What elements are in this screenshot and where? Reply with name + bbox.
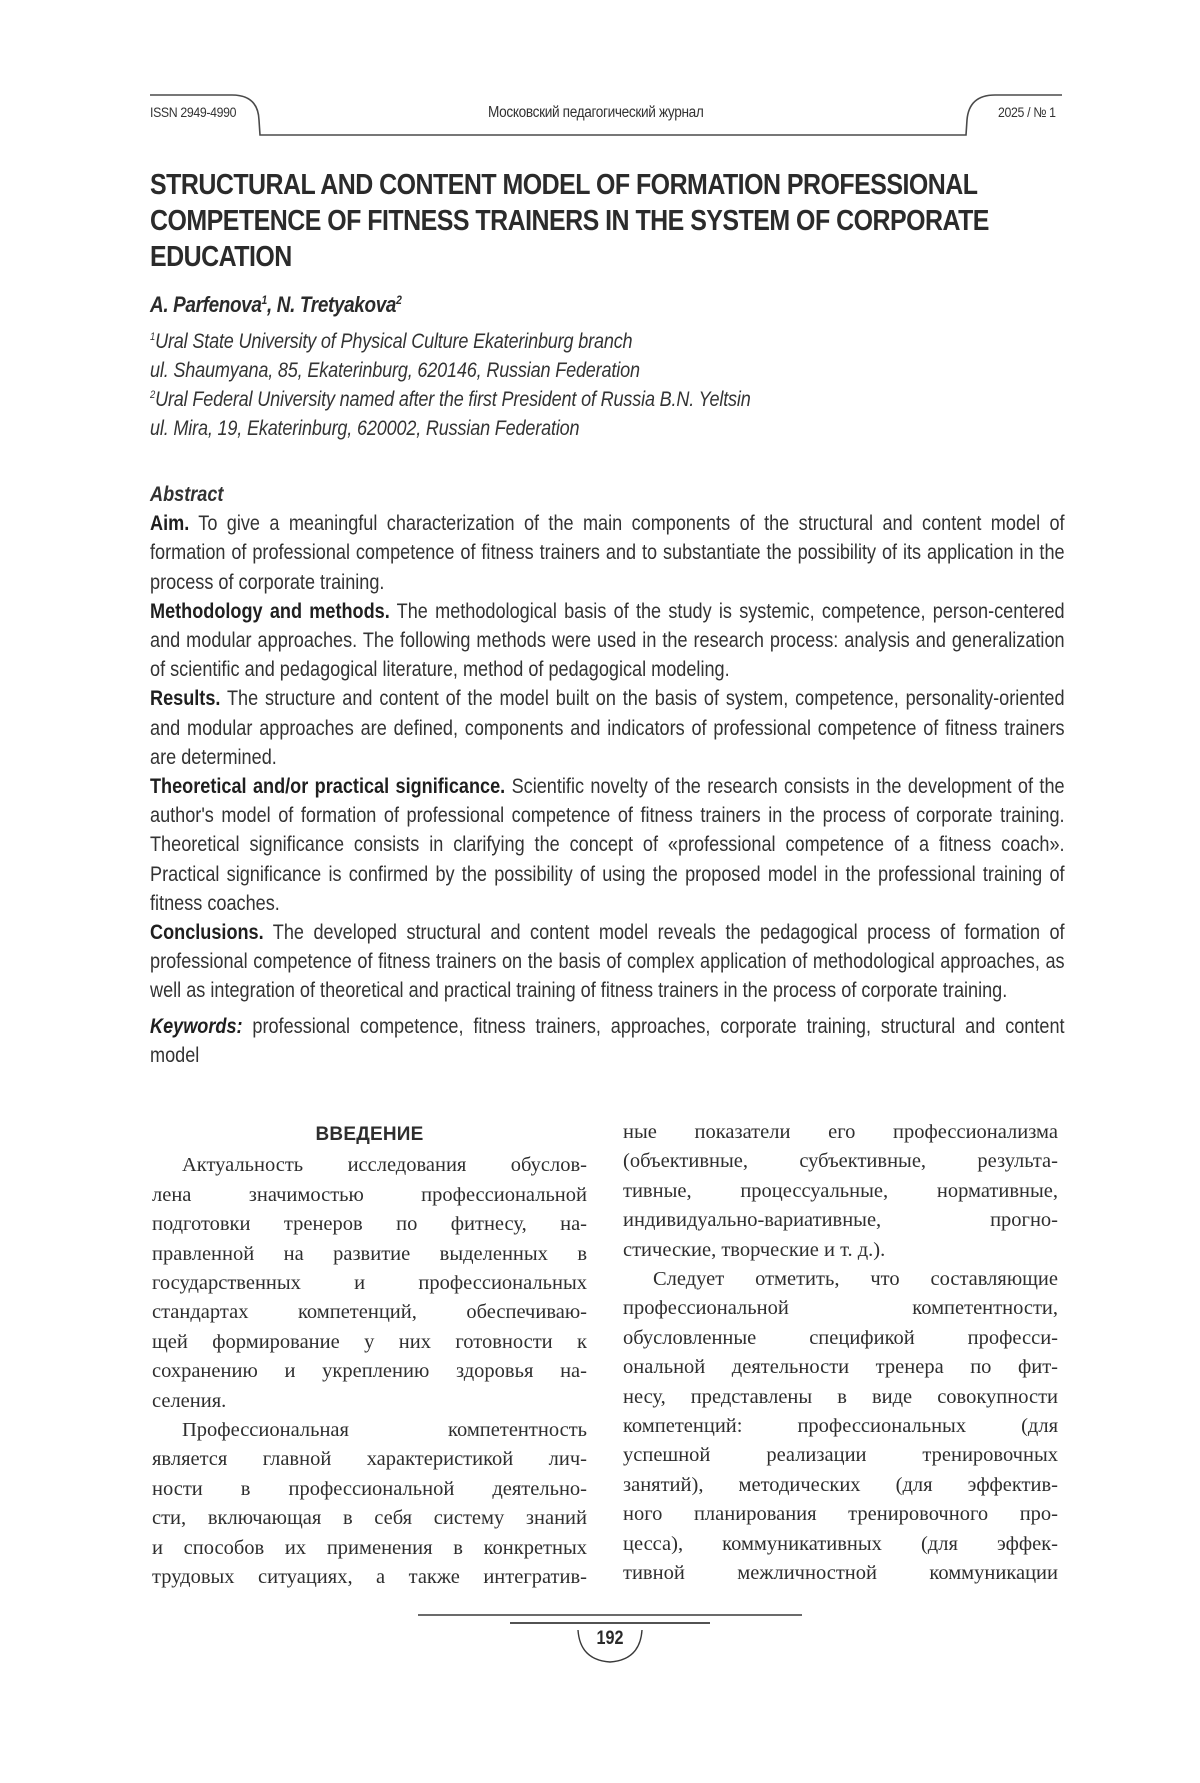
- text-line: сохранению и укреплению здоровья на-: [152, 1360, 587, 1383]
- text-line: Профессиональная компетентность: [182, 1419, 587, 1442]
- text-line: и способов их применения в конкретных: [152, 1536, 587, 1559]
- affiliation: [150, 388, 751, 412]
- text-line: трудовых ситуациях, а также интегратив-: [152, 1566, 587, 1589]
- body-column-right: [623, 1118, 1058, 1589]
- author-separator: ,: [266, 292, 277, 317]
- text-line: подготовки тренеров по фитнесу, на-: [152, 1213, 587, 1236]
- text-line: является главной характеристикой лич-: [152, 1448, 587, 1471]
- text-line: обусловленные спецификой професси-: [623, 1326, 1058, 1349]
- abstract-results: [150, 684, 1065, 772]
- author-affiliation-mark: 1: [261, 293, 267, 307]
- text-line: индивидуально-вариативные, прогно-: [623, 1209, 1058, 1232]
- text-line: стандартах компетенций, обеспечиваю-: [152, 1301, 587, 1324]
- text-line: сти, включающая в себя систему знаний: [152, 1507, 587, 1530]
- text-line: ности в профессиональной деятельно-: [152, 1477, 587, 1500]
- text-line: профессиональной компетентности,: [623, 1297, 1058, 1320]
- section-text: The methodological basis of the study is systemic, competence, person-centered and modular approaches. The following methods were used in the research process: analysis and generalization of scientific and pedagogical literature, method of pedagogical modeling.: [150, 599, 1065, 682]
- affiliation-text: ul. Shaumyana, 85, Ekaterinburg, 620146, Russian Federation: [150, 359, 640, 382]
- text-line: ональной деятельности тренера по фит-: [623, 1356, 1058, 1379]
- affiliation-text: ul. Mira, 19, Ekaterinburg, 620002, Russian Federation: [150, 417, 580, 440]
- keywords-label: Keywords:: [150, 1014, 243, 1038]
- section-label: Aim.: [150, 512, 190, 536]
- affiliation-mark: 2: [150, 389, 156, 401]
- issue-number: 2025 / № 1: [998, 104, 1056, 120]
- title-line: EDUCATION: [150, 241, 292, 273]
- section-text: To give a meaningful characterization of the main components of the structural and content model of formation of professional competence of fitness trainers and to substantiate the possibility of its application in the process of corporate training.: [150, 512, 1065, 594]
- abstract-heading: Abstract: [150, 483, 224, 506]
- issn: ISSN 2949-4990: [150, 104, 237, 120]
- abstract-methodology: [150, 597, 1065, 685]
- text-line: успешной реализации тренировочных: [623, 1444, 1058, 1467]
- affiliation-address: [150, 359, 640, 383]
- author-name: N. Tretyakova: [276, 292, 397, 317]
- affiliation-text: Ural State University of Physical Culture Ekaterinburg branch: [155, 330, 633, 353]
- text-line: тивной межличностной коммуникации: [623, 1562, 1058, 1585]
- section-text: The structure and content of the model built on the basis of system, competence, personality-oriented and modular approaches are defined, components and indicators of professional competence of fitness trainers are determined.: [150, 687, 1065, 769]
- abstract: [150, 480, 1065, 1070]
- affiliation-address: [150, 417, 579, 441]
- abstract-significance: [150, 772, 1065, 918]
- abstract-aim: [150, 509, 1065, 597]
- affiliation-mark: 1: [150, 331, 156, 343]
- text-line: правленной на развитие выделенных в: [152, 1242, 587, 1265]
- article-title: [150, 167, 1010, 275]
- text-line: тивные, процессуальные, нормативные,: [623, 1179, 1058, 1202]
- title-line: STRUCTURAL AND CONTENT MODEL OF FORMATION PROFESSIONAL: [150, 169, 978, 201]
- section-text: The developed structural and content model reveals the pedagogical process of formation of professional competence of fitness trainers on the basis of complex application of methodological approaches, as well as integration of theoretical and practical training of fitness trainers in the process of corporate training.: [150, 921, 1065, 1003]
- keywords: [150, 1012, 1065, 1070]
- text-line: лена значимостью профессиональной: [152, 1183, 587, 1206]
- keywords-text: professional competence, fitness trainers, approaches, corporate training, structural and content model: [150, 1014, 1065, 1067]
- section-heading-introduction: ВВЕДЕНИЕ: [315, 1124, 424, 1145]
- author-name: A. Parfenova: [150, 292, 262, 317]
- section-label: Results.: [150, 687, 221, 711]
- abstract-conclusions: [150, 918, 1065, 1006]
- text-line: ные показатели его профессионализма: [623, 1121, 1058, 1143]
- section-label: Theoretical and/or practical significance.: [150, 775, 506, 799]
- text-line: (объективные, субъективные, результа-: [623, 1150, 1058, 1173]
- paragraph-group: [623, 1118, 1058, 1589]
- text-line: Следует отметить, что составляющие: [653, 1268, 1058, 1291]
- page-number: 192: [596, 1628, 624, 1649]
- text-line: несу, представлены в виде совокупности: [623, 1385, 1058, 1408]
- text-line: ного планирования тренировочного про-: [623, 1503, 1058, 1526]
- paragraph-group: [152, 1151, 587, 1592]
- section-label: Conclusions.: [150, 921, 264, 945]
- body-column-left: [152, 1118, 587, 1593]
- text-line: селения.: [152, 1389, 227, 1412]
- section-label: Methodology and methods.: [150, 599, 390, 623]
- text-line: государственных и профессиональных: [152, 1272, 587, 1295]
- text-line: стические, творческие и т. д.).: [623, 1238, 886, 1261]
- authors: [150, 292, 401, 318]
- text-line: компетенций: профессиональных (для: [623, 1415, 1058, 1438]
- section-text: Scientific novelty of the research consists in the development of the author's model of formation of professional competence of fitness trainers in the process of corporate training. Theoretical significance consists in clarifying the concept of «professional competence of a fitness coach». Practical significance is confirmed by the possibility of using the proposed model in the professional training of fitness coaches.: [150, 775, 1065, 915]
- journal-name: Московский педагогический журнал: [488, 104, 704, 121]
- author-affiliation-mark: 2: [396, 293, 402, 307]
- affiliation-text: Ural Federal University named after the first President of Russia B.N. Yeltsin: [155, 388, 751, 411]
- text-line: занятий), методических (для эффектив-: [623, 1473, 1058, 1496]
- title-line: COMPETENCE OF FITNESS TRAINERS IN THE SYSTEM OF CORPORATE: [150, 205, 989, 237]
- affiliation: [150, 330, 632, 354]
- text-line: Актуальность исследования обуслов-: [182, 1154, 587, 1177]
- text-line: щей формирование у них готовности к: [152, 1330, 587, 1353]
- header-frame: [0, 0, 1200, 150]
- text-line: цесса), коммуникативных (для эффек-: [623, 1532, 1058, 1555]
